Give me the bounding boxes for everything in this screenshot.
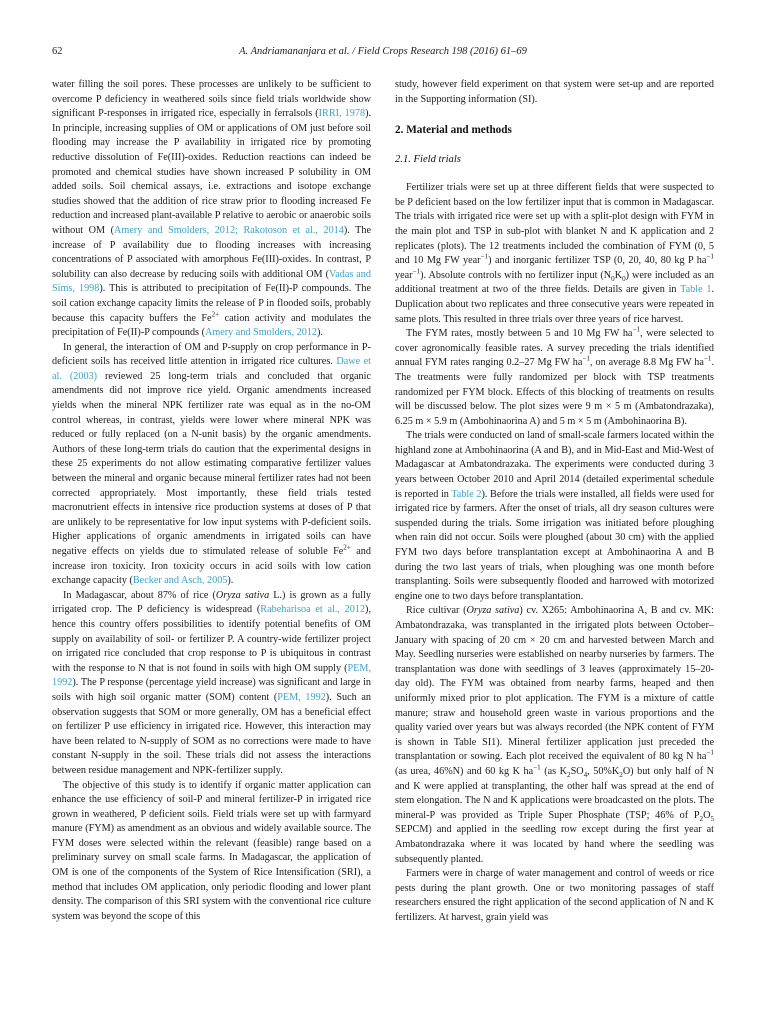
- paragraph: [395, 181, 714, 327]
- right-column: [395, 78, 714, 994]
- citation-link[interactable]: Vadas and Sims, 1998: [52, 268, 371, 295]
- text-run: . The treatments were fully randomized per block with TSP treatments randomized per FYM block. Effects of this blocking of treatments on results will be discussed below. The plot sizes were 9 m × 5 m (Ambatondrazaka), 6.25 m × 5.9 m (Ambohinaorina A) and 5 m × 5 m (Ambohinaorina B).: [395, 357, 714, 427]
- text-run: Farmers were in charge of water management and control of weeds or rice pests during the plant growth. One or two monitoring passages of staff researchers ensured the right application of the second application of N and K fertilizers. At harvest, grain yield was: [395, 868, 714, 923]
- text-run: (as K: [540, 765, 567, 777]
- text-run: and increase iron toxicity. Iron toxicity occurs in acid soils with low cation exchange capacity (: [52, 546, 371, 587]
- citation-link[interactable]: Amery and Smolders, 2012; Rakotoson et al., 2014: [114, 224, 344, 236]
- paragraph: [395, 327, 714, 429]
- paragraph: [395, 604, 714, 867]
- superscript-text: −1: [533, 763, 541, 772]
- left-column: [52, 78, 371, 994]
- text-run: . Duplication about two replicates and three consecutive years were repeated in same plots. This resulted in three trials over three years of rice harvest.: [395, 284, 714, 325]
- text-run: In general, the interaction of OM and P-supply on crop performance in P-deficient soils has received little attention in irrigated rice cultures.: [52, 341, 371, 368]
- citation-link[interactable]: Dawe et al. (2003): [52, 356, 371, 382]
- text-run: study, however field experiment on that system were set-up and are reported in the Supporting information (SI).: [395, 79, 714, 105]
- superscript-text: −1: [703, 354, 712, 363]
- text-run: In Madagascar, about 87% of rice (: [63, 589, 216, 601]
- paragraph: [395, 429, 714, 604]
- superscript-text: −1: [706, 252, 714, 261]
- text-run: ). In principle, increasing supplies of OM or applications of OM just before soil flooding may increase the P availability in irrigated rice by promoting reductive dissolution of Fe(III)-oxides. Reduction reactions can indeed be promoted and chemical studies have shown increased P solubility in OM added soils. Soil chemical assays, i.e. extractions and isotope exchange studies showed that the addition of rice straw prior to flooding increased Fe reduction and increased plant-available P relative to aerobic or anaerobic soils without OM (: [52, 108, 372, 236]
- text-run: cation activity and modulates the precipitation of Fe(II)-P compounds (: [52, 312, 371, 339]
- subscript-text: 0: [622, 274, 626, 283]
- text-run: ).: [317, 327, 323, 339]
- text-run: ) were included as an additional treatment at two of the three fields. Details are given in: [395, 269, 714, 296]
- superscript-text: −1: [632, 325, 641, 334]
- paragraph: [52, 78, 371, 341]
- text-run: ). Absolute controls with no fertilizer input (N: [420, 269, 612, 281]
- text-run: SEPCM) and applied in the seedling row except during the first year at Ambatondrazaka where it was located by hand where the seedling was subsequently planted.: [395, 824, 714, 865]
- two-column-body: [52, 78, 714, 994]
- paragraph: [52, 589, 371, 779]
- paragraph: [395, 78, 714, 107]
- citation-link[interactable]: Rabeharisoa et al., 2012: [260, 604, 366, 616]
- text-run: ), hence this country offers possibilities to identify potential benefits of OM supply on availability of soil- or fertilizer P. A country-wide fertilizer project on irrigated rice concluded that crop response to P is ubiquitous in contrast with the response to N that is not found in soils with high OM supply (: [52, 604, 371, 674]
- text-run: ). The P response (percentage yield increase) was significant and large in soils with high soil organic matter (SOM) content (: [52, 677, 371, 703]
- text-run: ).: [227, 575, 234, 587]
- italic-text: Oryza sativa: [466, 605, 520, 617]
- page-header: [52, 46, 714, 61]
- text-run: Rice cultivar (: [406, 605, 467, 617]
- text-run: ) and inorganic fertilizer TSP (0, 20, 40, 80 kg P ha: [488, 255, 707, 267]
- text-run: O: [703, 809, 711, 821]
- text-run: ) cv. X265: Ambohinaorina A, B and cv. MK: Ambatondrazaka, was transplanted in the irrigated plots between October–January with spacing of 20 cm × 20 cm and harvested between March and May. Seedling nurseries were established on nearby nurseries by farmers. The transplantation was done with seedlings of 3 leaves (approximately 15–20-day old). The FYM was obtained from nearby farms, heaped and then uniformly mixed prior to plot application. The FYM is a mixture of cattle manure; straw and household green waste in various proportions and the quality varied over years but was always recorded (the NPK content of FYM is shown in Table SI1). Mineral fertilizer application just preceded the transplantation or sowing. Each plot received the equivalent of 80 kg N ha: [395, 605, 714, 763]
- text-run: , 50%K: [587, 765, 620, 777]
- text-run: K: [614, 269, 623, 281]
- subscript-text: 2: [619, 770, 623, 779]
- page-number: 62: [52, 46, 63, 57]
- citation-link[interactable]: PEM, 1992: [52, 662, 371, 689]
- text-run: , on average 8.8 Mg FW ha: [589, 357, 704, 369]
- text-run: The trials were conducted on land of small-scale farmers located within the highland zone at Ambohinaorina (A and B), and in Mid-East and Mid-West of Madagascar at Ambatondrazaka. The experiments were conducted during 3 years between October 2010 and April 2014 (detailed experimental schedule is reported in: [395, 430, 714, 500]
- section-heading: 2. Material and methods: [395, 124, 512, 137]
- text-run: water filling the soil pores. These processes are unlikely to be sufficient to overcome P deficiency in weathered soils since field trials worldwide show significant P-responses in irrigated rice, especially in ferralsols (: [52, 79, 371, 120]
- text-run: ). Before the trials were installed, all fields were used for irrigated rice by farmers. After the onset of trials, all dry season cultures were suspended during the trials. Some irrigation was initiated before ploughing when rain did not occur. Soils were ploughed (about 30 cm) with the applied FYM two days before transplantation except at Ambohinaorina A and B during the two last years of trials, when ploughing was one month before transplanting. Soils were subsequently flooded and harrowed with motorized engine one to two days before transplantation.: [395, 488, 714, 602]
- text-run: The objective of this study is to identify if organic matter application can enhance the use efficiency of soil-P and mineral fertilizer-P in irrigated rice grown in weathered, P deficient soils. Field trials were set up with farmyard manure (FYM) as amendment as an obvious and widely available source. The FYM doses were selected within the relevant (feasible) range based on a preliminary survey on small scale farms. In Madagascar, the application of OM is one of the components of the System of Rice Intensification (SRI), a method that includes OM application, only periodic flooding and lower plant density. The comparison of this SRI system with the conventional rice culture system was beyond the scope of this: [52, 779, 371, 922]
- citation-link[interactable]: Amery and Smolders, 2012: [204, 327, 318, 339]
- text-run: O) but only half of N and K were applied at transplanting, the other half was spread at the end of stem elongation. The N and K applications were broadcasted on the plots. The mineral-P was provided as Triple Super Phosphate (TSP; 46% of P: [395, 765, 714, 821]
- text-run: SO: [570, 765, 584, 777]
- text-run: The FYM rates, mostly between 5 and 10 Mg FW ha: [406, 328, 633, 340]
- text-run: reviewed 25 long-term trials and concluded that organic amendments did not improve rice yield. Organic amendments increased yields when the mineral NPK fertilizer rate was equal as in the no-OM control whereas, in contrast, yields were lower where mineral NPK was reduced or fully replaced (on a N-unit basis) by the organic amendments. Authors of these long-term trials do caution that the experimental designs in these 25 experiments do not allow estimating comparative fertilizer values between the mineral and organic because mineral fertilizer rates had not been corrected appropriately. Most importantly, these field trials tested macronutrient effects in intensive rice production systems at doses of P that are unlikely to be representative for low input systems with P-deficient soils. Higher applications of organic amendments in irrigated soils can have negative effects on yields due to stimulated release of soluble Fe: [52, 370, 372, 557]
- subsection-heading: 2.1. Field trials: [395, 154, 461, 166]
- text-run: (as urea, 46%N) and 60 kg K ha: [395, 765, 534, 777]
- text-run: year: [395, 269, 413, 281]
- superscript-text: −1: [412, 267, 421, 276]
- subscript-text: 5: [710, 814, 714, 823]
- superscript-text: −1: [582, 354, 590, 363]
- subscript-text: 2: [567, 770, 571, 779]
- paragraph: [395, 867, 714, 925]
- text-run: ). This is attributed to precipitation of Fe(II)-P compounds. The soil cation exchange capacity limits the release of P in flooded soils, probably because this capacity buffers the Fe: [52, 283, 371, 324]
- superscript-text: −1: [480, 252, 489, 261]
- citation-link[interactable]: IRRI, 1978: [318, 108, 366, 120]
- paragraph: [52, 779, 371, 925]
- text-run: ). Such an observation suggests that SOM or more generally, OM has a beneficial effect on fertilizer P use efficiency in irrigated rice. However, this interaction may have been related to N-supply of SOM as no corrections were made to have constant N-supply in the soil. These trials did not assess the interactions between residue management and NPK-fertilizer supply.: [52, 691, 371, 776]
- subscript-text: 0: [611, 274, 615, 283]
- superscript-text: −1: [706, 748, 714, 757]
- citation-link[interactable]: PEM, 1992: [277, 691, 326, 703]
- subscript-text: 2: [699, 814, 704, 823]
- text-run: , were selected to cover agronomically feasible rates. A survey preceding the trials identified annual FYM rates ranging 0.2–27 Mg FW ha: [395, 328, 714, 369]
- text-run: Fertilizer trials were set up at three different fields that were suspected to be P deficient based on the low fertilizer input that is common in Madagascar. The trials with irrigated rice were set up with a split-plot design with FYM in the main plot and TSP in sub-plot with blanket N and K application and 2 replicates (plots). The 12 treatments included the combination of FYM (0, 5 and 10 Mg FW year: [395, 182, 714, 267]
- paragraph: [52, 341, 371, 589]
- superscript-text: 2+: [211, 310, 220, 319]
- subscript-text: 4: [583, 770, 588, 779]
- citation-link[interactable]: Table 1: [680, 284, 712, 296]
- citation-link[interactable]: Becker and Asch, 2005: [132, 575, 228, 587]
- running-head: A. Andriamananjara et al. / Field Crops Research 198 (2016) 61–69: [239, 46, 527, 57]
- citation-link[interactable]: Table 2: [451, 488, 482, 500]
- text-run: ). The increase of P availability due to flooding increases with increasing concentrations of P associated with amorphous Fe(III)-oxides. In contrast, P solubility can also decrease by reducing soils with additional OM (: [52, 224, 371, 280]
- superscript-text: 2+: [343, 543, 351, 552]
- italic-text: Oryza sativa: [215, 589, 270, 601]
- text-run: L.) is grown as a fully irrigated crop. The P deficiency is widespread (: [52, 589, 371, 616]
